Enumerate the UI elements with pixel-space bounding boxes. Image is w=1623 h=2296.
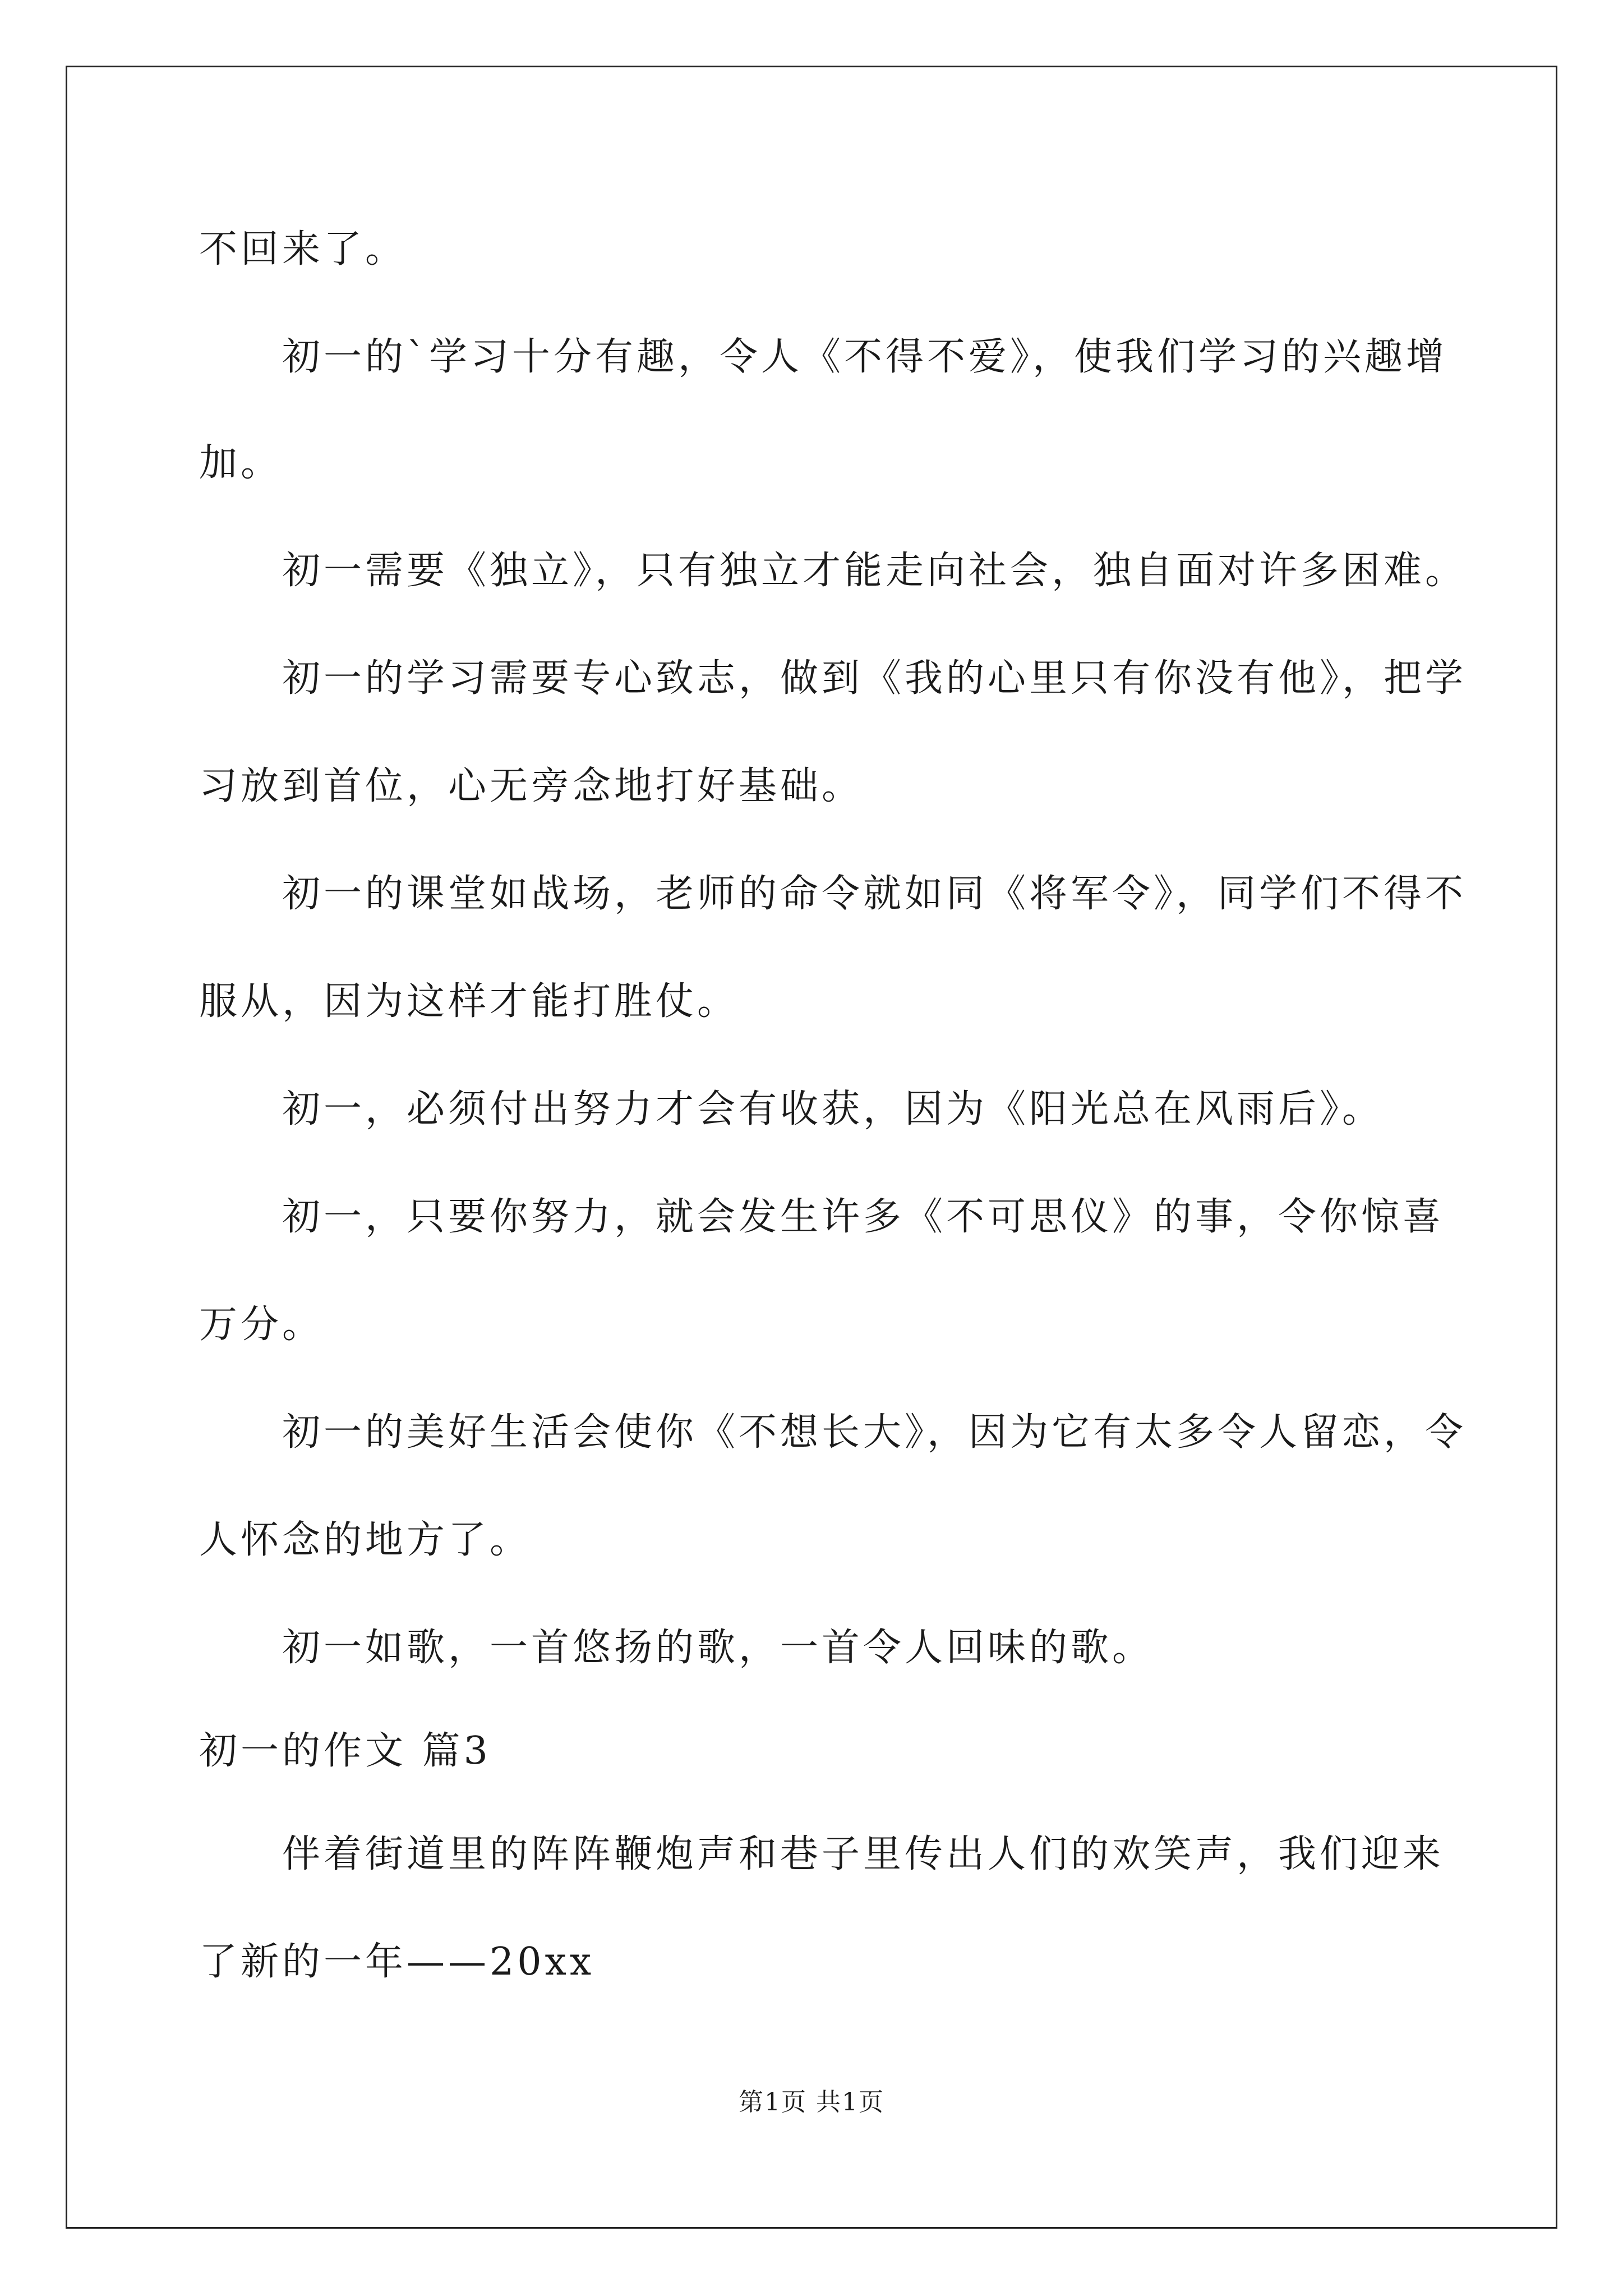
- text-line: 初一，只要你努力，就会发生许多《不可思仪》的事，令你惊喜: [282, 1195, 1445, 1239]
- text-line: 人怀念的地方了。: [199, 1518, 532, 1562]
- text-line: 了新的一年——20xx: [199, 1940, 595, 1984]
- text-line: 初一如歌，一首悠扬的歌，一首令人回味的歌。: [282, 1626, 1154, 1670]
- page-footer: 第1页 共1页: [739, 2088, 884, 2116]
- text-line: 伴着街道里的阵阵鞭炮声和巷子里传出人们的欢笑声，我们迎来: [282, 1832, 1445, 1876]
- text-line: 初一的美好生活会使你《不想长大》，因为它有太多令人留恋，令: [282, 1410, 1467, 1455]
- text-line: 服从，因为这样才能打胜仗。: [199, 979, 739, 1024]
- text-line: 加。: [199, 441, 283, 485]
- text-line: 习放到首位，心无旁念地打好基础。: [199, 764, 864, 808]
- text-line: 初一的学习需要专心致志，做到《我的心里只有你没有他》，把学: [282, 656, 1467, 701]
- text-line: 万分。: [199, 1303, 324, 1347]
- text-line: 初一，必须付出努力才会有收获，因为《阳光总在风雨后》。: [282, 1087, 1384, 1131]
- section-heading: 初一的作文 篇3: [199, 1729, 491, 1773]
- text-line: 初一的课堂如战场，老师的命令就如同《将军令》，同学们不得不: [282, 872, 1467, 916]
- text-line: 不回来了。: [199, 227, 407, 272]
- page-border: [66, 66, 1557, 2229]
- text-line: 初一需要《独立》，只有独立才能走向社会，独自面对许多困难。: [282, 549, 1467, 593]
- text-line: 初一的`学习十分有趣，令人《不得不爱》，使我们学习的兴趣增: [282, 335, 1448, 379]
